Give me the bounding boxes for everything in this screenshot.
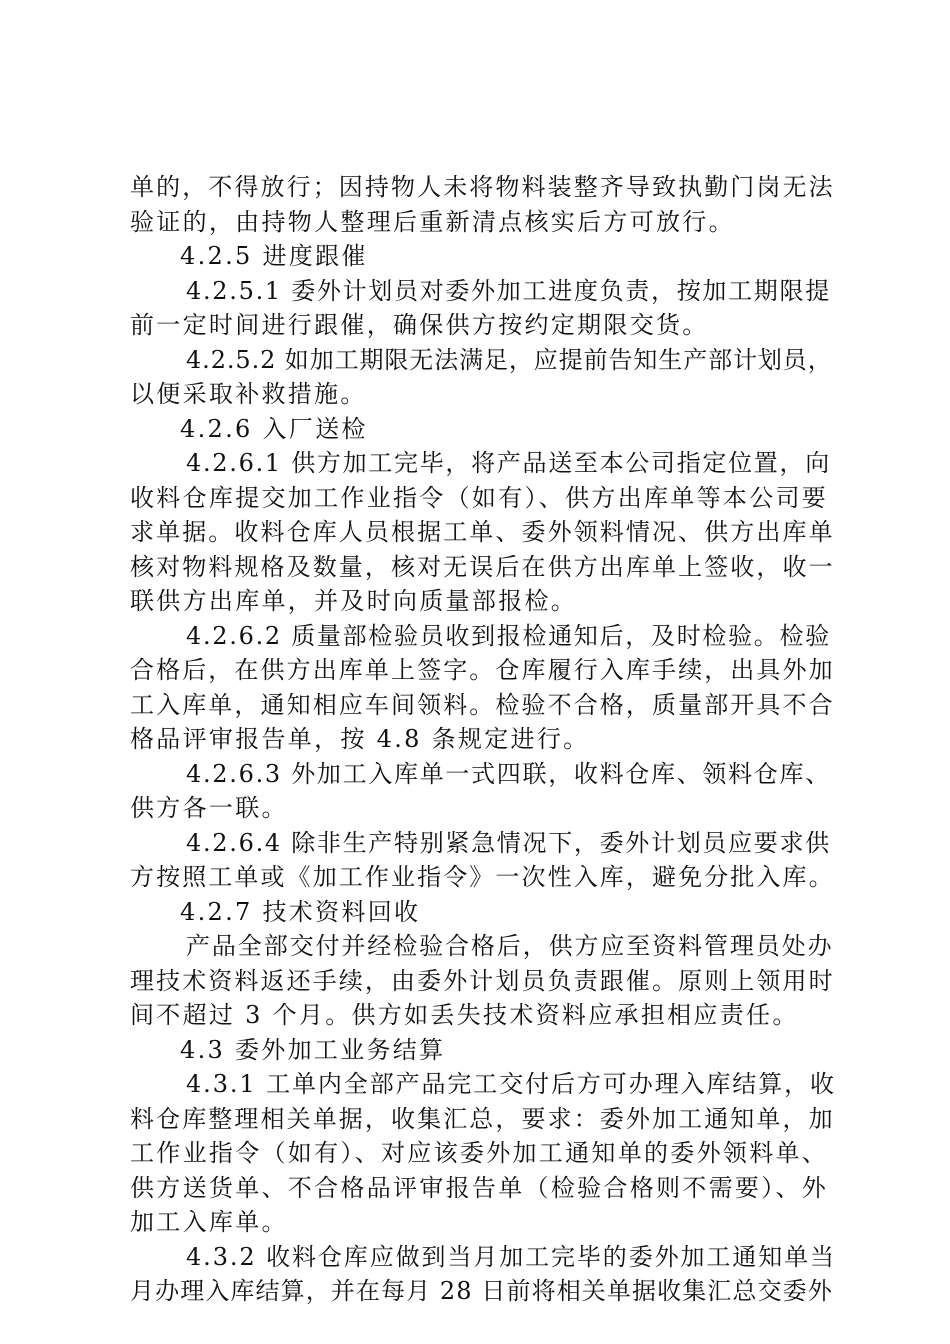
paragraph-line: 4.2.6.2 质量部检验员收到报检通知后，及时检验。检验 [186, 621, 831, 650]
paragraph-line: 工作业指令（如有）、对应该委外加工通知单的委外领料单、 [130, 1139, 829, 1167]
paragraph-line: 供方各一联。 [130, 794, 288, 822]
paragraph-line: 前一定时间进行跟催，确保供方按约定期限交货。 [130, 311, 709, 339]
paragraph-line: 验证的，由持物人整理后重新清点核实后方可放行。 [130, 207, 735, 236]
paragraph-line: 供方送货单、不合格品评审报告单（检验合格则不需要）、外 [130, 1173, 829, 1202]
paragraph-line: 4.2.5.2 如加工期限无法满足，应提前告知生产部计划员， [186, 345, 833, 374]
paragraph-line: 4.2.6.3 外加工入库单一式四联，收料仓库、领料仓库、 [186, 759, 831, 788]
paragraph-line: 4.3.1 工单内全部产品完工交付后方可办理入库结算，收 [186, 1070, 836, 1098]
paragraph-line: 间不超过 3 个月。供方如丢失技术资料应承担相应责任。 [130, 1001, 799, 1029]
paragraph-line: 4.2.6.1 供方加工完毕，将产品送至本公司指定位置，向 [186, 449, 831, 477]
paragraph-line: 格品评审报告单，按 4.8 条规定进行。 [130, 725, 590, 753]
paragraph-line: 月办理入库结算，并在每月 28 日前将相关单据收集汇总交委外 [130, 1277, 833, 1305]
paragraph-line: 求单据。收料仓库人员根据工单、委外领料情况、供方出库单 [130, 518, 835, 546]
paragraph-line: 4.2.5.1 委外计划员对委外加工进度负责，按加工期限提 [186, 276, 831, 305]
paragraph-line: 合格后，在供方出库单上签字。仓库履行入库手续，出具外加 [130, 656, 835, 684]
paragraph-line: 核对物料规格及数量，核对无误后在供方出库单上签收，收一 [130, 552, 835, 581]
paragraph-line: 联供方出库单，并及时向质量部报检。 [130, 587, 578, 615]
paragraph-line: 理技术资料返还手续，由委外计划员负责跟催。原则上领用时 [130, 966, 835, 995]
paragraph-line: 料仓库整理相关单据，收集汇总，要求：委外加工通知单，加 [130, 1104, 835, 1133]
paragraph-line: 4.3.2 收料仓库应做到当月加工完毕的委外加工通知单当 [186, 1242, 836, 1271]
paragraph-line: 单的，不得放行；因持物人未将物料装整齐导致执勤门岗无法 [130, 173, 835, 201]
section-heading: 4.2.5 进度跟催 [180, 242, 368, 270]
paragraph-line: 产品全部交付并经检验合格后，供方应至资料管理员处办 [186, 932, 834, 960]
section-heading: 4.3 委外加工业务结算 [180, 1035, 446, 1064]
paragraph-line: 方按照工单或《加工作业指令》一次性入库，避免分批入库。 [130, 863, 835, 891]
paragraph-line: 工入库单，通知相应车间领料。检验不合格，质量部开具不合 [130, 690, 835, 719]
document-body [130, 170, 836, 1309]
paragraph-line: 以便采取补救措施。 [130, 380, 367, 408]
section-heading: 4.2.6 入厂送检 [180, 414, 368, 443]
paragraph-line: 4.2.6.4 除非生产特别紧急情况下，委外计划员应要求供 [186, 828, 831, 857]
paragraph-line: 加工入库单。 [130, 1208, 288, 1236]
section-heading: 4.2.7 技术资料回收 [180, 897, 421, 926]
paragraph-line: 收料仓库提交加工作业指令（如有）、供方出库单等本公司要 [130, 483, 829, 512]
